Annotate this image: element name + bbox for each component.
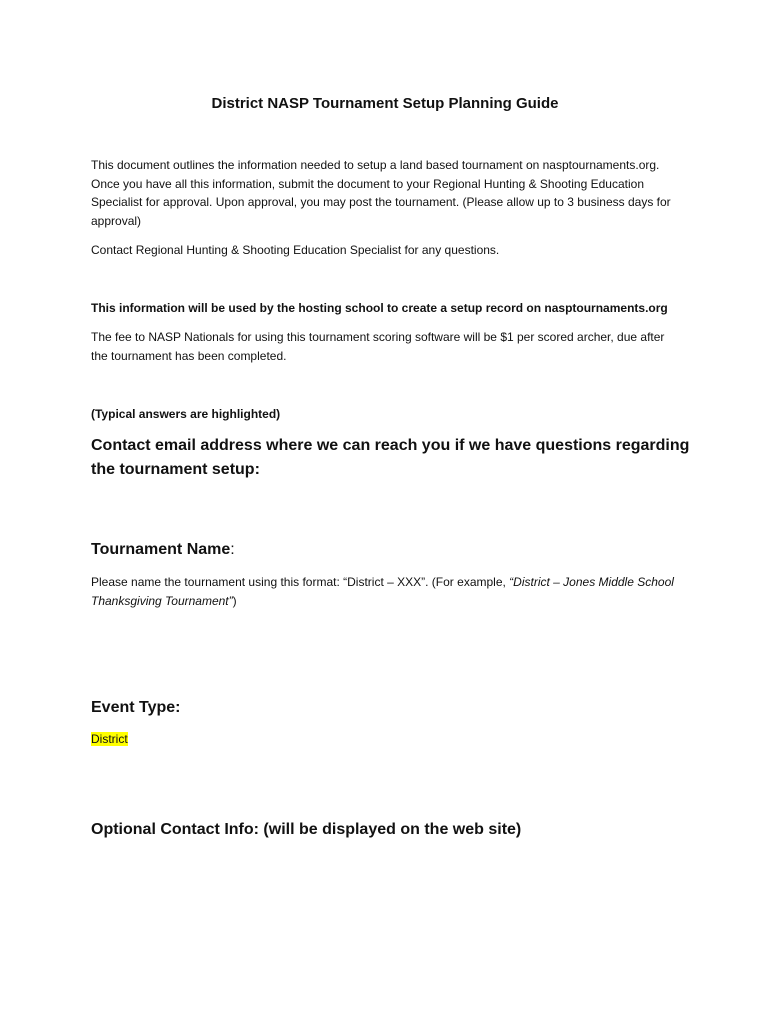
tournament-name-heading-text: Tournament Name xyxy=(91,541,231,558)
contact-note: Contact Regional Hunting & Shooting Education Specialist for any questions. xyxy=(91,243,500,257)
fee-note: The fee to NASP Nationals for using this tournament scoring software will be $1 per scored archer, due after the tournament has been completed. xyxy=(91,330,665,363)
tournament-name-instruction xyxy=(91,573,681,610)
instruction-example: “District – Jones Middle School Thanksgiving Tournament” xyxy=(91,575,674,608)
typical-answers-note: (Typical answers are highlighted) xyxy=(91,407,281,421)
event-type-answer-highlight: District xyxy=(91,732,128,746)
optional-contact-heading: Optional Contact Info: (will be displayed on the web site) xyxy=(91,821,522,838)
email-section-heading: Contact email address where we can reach you if we have questions regarding the tournament setup: xyxy=(91,437,690,478)
intro-paragraph: This document outlines the information needed to setup a land based tournament on nasptournaments.org. Once you have all this information, submit the document to your Regional Hunting & Shooting Education Specialist for approval. Upon approval, you may post the tournament. (Please allow up to 3 business days for approval) xyxy=(91,158,671,228)
tournament-name-heading-colon: : xyxy=(230,541,235,558)
instruction-suffix: ) xyxy=(232,593,237,608)
event-type-answer xyxy=(91,730,128,748)
event-type-heading: Event Type: xyxy=(91,699,181,716)
hosting-note: This information will be used by the hosting school to create a setup record on nasptournaments.org xyxy=(91,301,668,315)
document-title: District NASP Tournament Setup Planning Guide xyxy=(211,95,559,112)
instruction-prefix: Please name the tournament using this format: “District – XXX”. (For example, xyxy=(91,575,510,589)
tournament-name-heading xyxy=(91,538,691,562)
